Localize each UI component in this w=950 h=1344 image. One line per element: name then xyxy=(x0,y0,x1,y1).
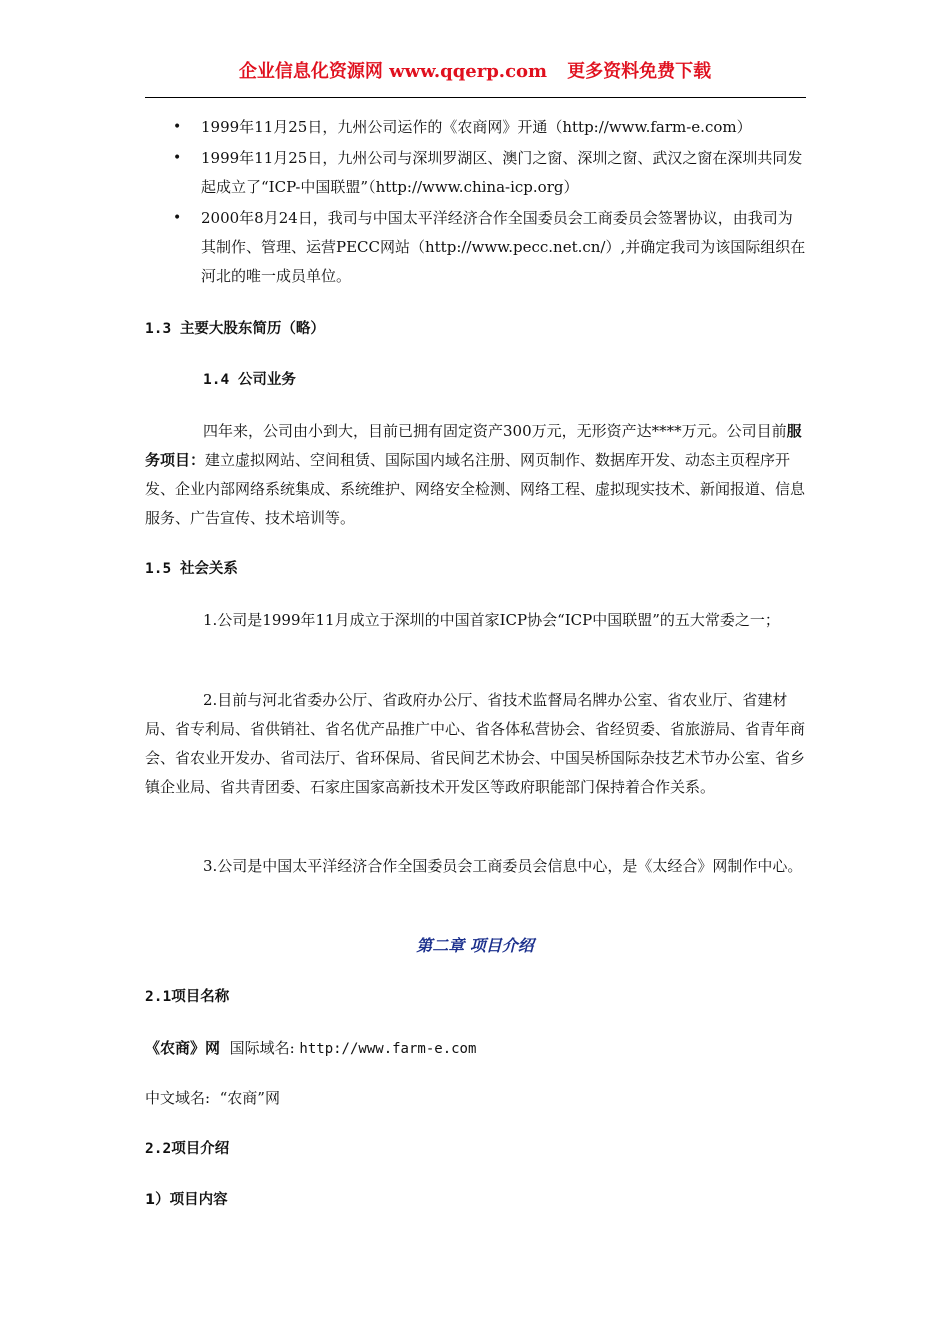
list-item: • 1999年11月25日，九州公司与深圳罗湖区、澳门之窗、深圳之窗、武汉之窗在深圳共同发起成立了“ICP-中国联盟”（http://www.china-icp.org） xyxy=(145,144,807,202)
section-1-4-heading: 1.4 公司业务 xyxy=(203,372,296,388)
cn-domain-line: 中文域名: “农商”网 xyxy=(145,1089,280,1107)
relation-paragraph-3: 3.公司是中国太平洋经济合作全国委员会工商委员会信息中心，是《太经合》网制作中心。 xyxy=(203,857,803,875)
relation-paragraph-1: 1.公司是1999年11月成立于深圳的中国首家ICP协会“ICP中国联盟”的五大常委之一； xyxy=(203,611,780,629)
chapter-2-title: 第二章 项目介绍 xyxy=(416,936,534,955)
list-item: • 2000年8月24日，我司与中国太平洋经济合作全国委员会工商委员会签署协议，由我司为其制作、管理、运营PECC网站（http://www.pecc.net.cn/）,并确定我司为该国际组织在河北的唯一成员单位。 xyxy=(145,204,807,291)
section-2-1-heading: 2.1项目名称 xyxy=(145,989,230,1005)
subsection-project-content: 1）项目内容 xyxy=(145,1192,228,1208)
section-2-2-heading: 2.2项目介绍 xyxy=(145,1141,230,1157)
bullet-icon: • xyxy=(173,119,182,135)
header-download-text[interactable]: 更多资料免费下载 xyxy=(567,61,712,82)
section-1-5-heading: 1.5 社会关系 xyxy=(145,561,238,577)
intl-domain[interactable]: http://www.farm-e.com xyxy=(299,1041,477,1057)
bullet-icon: • xyxy=(173,210,182,226)
project-name: 《农商》网 xyxy=(145,1039,221,1057)
header-site-title[interactable]: 企业信息化资源网 www.qqerp.com xyxy=(238,61,548,82)
list-item: • 1999年11月25日，九州公司运作的《农商网》开通（http://www.farm-e.com） xyxy=(145,113,807,142)
relation-paragraph-2: 2.目前与河北省委办公厅、省政府办公厅、省技术监督局名牌办公室、省农业厅、省建材局、省专利局、省供销社、省名优产品推广中心、省各体私营协会、省经贸委、省旅游局、省青年商会、省农业开发办、省司法厅、省环保局、省民间艺术协会、中国吴桥国际杂技艺术节办公室、省乡镇企业局、省共青团委、石家庄国家高新技术开发区等政府职能部门保持着合作关系。 xyxy=(145,691,806,796)
header-divider xyxy=(145,97,806,98)
business-paragraph: 四年来，公司由小到大，目前已拥有固定资产300万元，无形资产达****万元。公司目前服务项目：建立虚拟网站、空间租赁、国际国内域名注册、网页制作、数据库开发、动态主页程序开发、企业内部网络系统集成、系统维护、网络安全检测、网络工程、虚拟现实技术、新闻报道、信息服务、广告宣传、技术培训等。 xyxy=(145,422,806,527)
project-name-line: 《农商》网 国际域名: http://www.farm-e.com xyxy=(145,1039,477,1057)
section-1-3-heading: 1.3 主要大股东简历（略） xyxy=(145,321,325,337)
page-header xyxy=(0,57,950,83)
bullet-icon: • xyxy=(173,150,182,166)
service-items-label: 服务项目： xyxy=(145,422,802,469)
milestone-list xyxy=(145,113,807,293)
